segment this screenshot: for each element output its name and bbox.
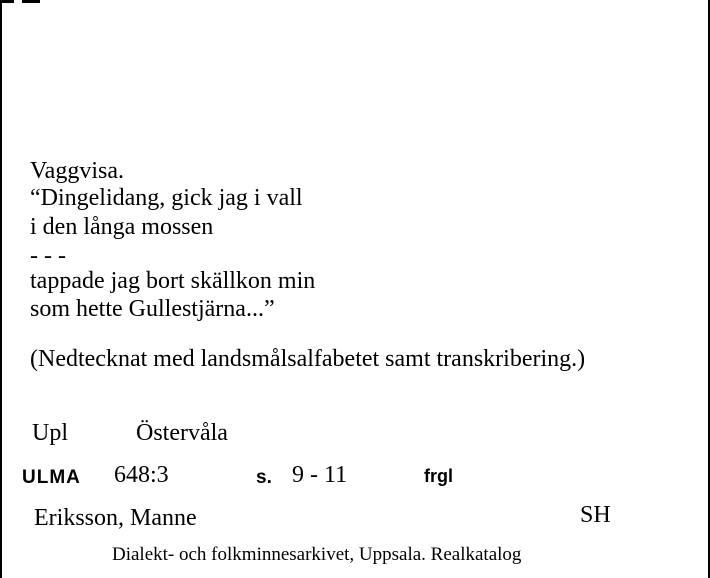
archive-code: ULMA <box>22 467 81 488</box>
pages-label: s. <box>256 467 272 488</box>
pages-range: 9 - 11 <box>292 462 348 488</box>
corner-mark <box>22 0 40 3</box>
card-left-edge <box>0 0 2 578</box>
transcription-note: (Nedtecknat med landsmålsalfabetet samt transkribering.) <box>30 346 586 372</box>
verse-line: “Dingelidang, gick jag i vall <box>30 185 303 211</box>
recorder-initials: SH <box>580 502 611 528</box>
informant-name: Eriksson, Manne <box>34 505 197 531</box>
archive-footer: Dialekt- och folkminnesarkivet, Uppsala. Realkatalog <box>112 544 522 565</box>
corner-mark <box>0 0 14 3</box>
verse-line: tappade jag bort skällkon min <box>30 268 316 294</box>
verse-line: - - - <box>30 243 66 269</box>
verse-line: i den långa mossen <box>30 214 214 240</box>
category-tag: frgl <box>424 466 453 486</box>
record-number: 648:3 <box>114 462 169 488</box>
verse-line: som hette Gullestjärna...” <box>30 296 275 322</box>
verse-title: Vaggvisa. <box>30 158 124 184</box>
parish: Östervåla <box>136 420 228 446</box>
province: Upl <box>32 420 68 446</box>
